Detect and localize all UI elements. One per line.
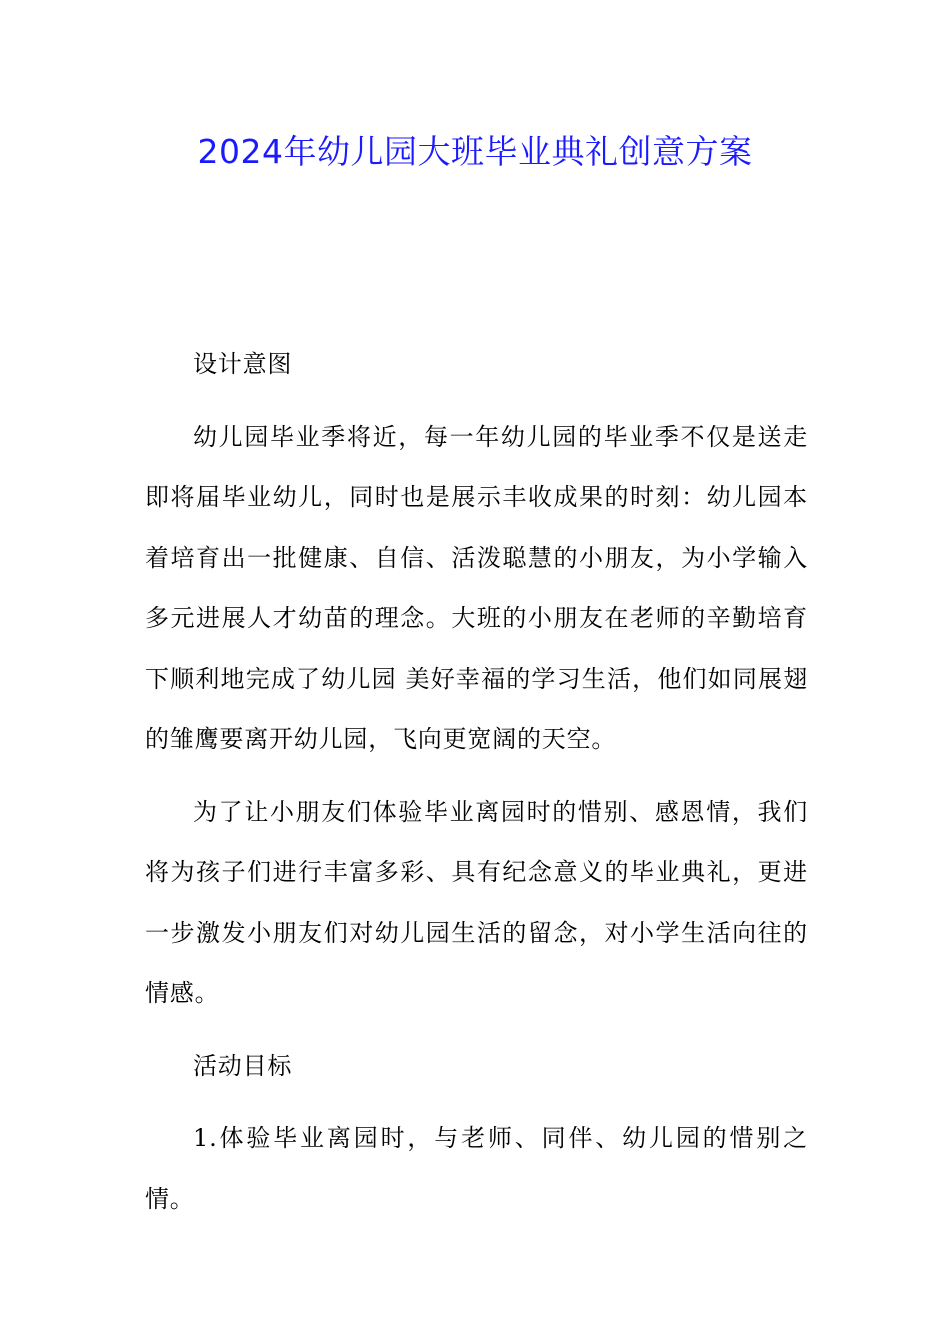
paragraph-design-intent-1: 幼儿园毕业季将近，每一年幼儿园的毕业季不仅是送走即将届毕业幼儿，同时也是展示丰收成果的时刻：幼儿园本着培育出一批健康、自信、活泼聪慧的小朋友，为小学输入多元进展人才幼苗的理念。大班的小朋友在老师的辛勤培育下顺利地完成了幼儿园 美好幸福的学习生活，他们如同展翅的雏鹰要离开幼儿园，飞向更宽阔的天空。	[145, 422, 808, 753]
section-heading-objectives: 活动目标	[193, 1051, 293, 1080]
objective-item-1: 1.体验毕业离园时，与老师、同伴、幼儿园的惜别之情。	[145, 1124, 808, 1213]
section-heading-design-intent: 设计意图	[193, 350, 293, 378]
document-title: 2024年幼儿园大班毕业典礼创意方案	[197, 132, 753, 171]
document-body	[145, 334, 808, 1229]
paragraph-design-intent-2: 为了让小朋友们体验毕业离园时的惜别、感恩情，我们将为孩子们进行丰富多彩、具有纪念意义的毕业典礼，更进一步激发小朋友们对幼儿园生活的留念，对小学生活向往的情感。	[145, 797, 808, 1007]
